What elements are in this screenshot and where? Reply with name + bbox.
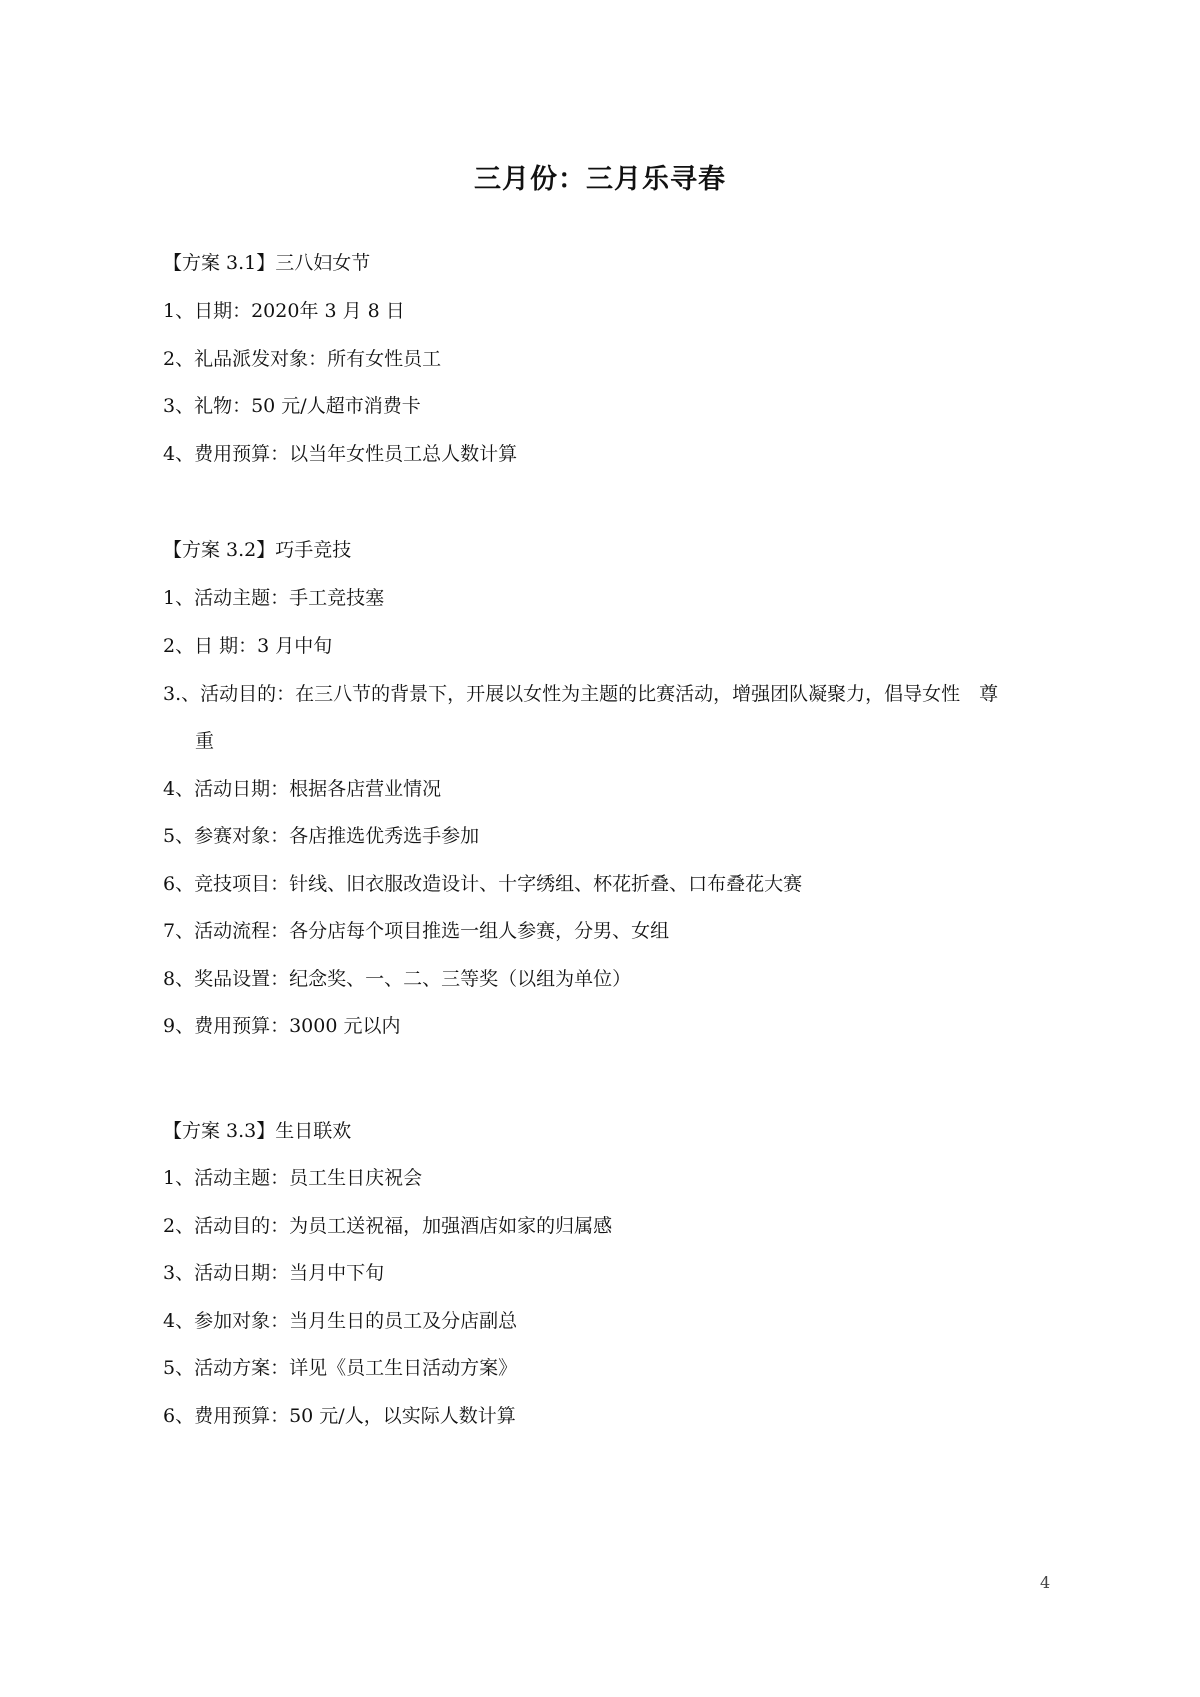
list-item: 4、参加对象：当月生日的员工及分店副总 (163, 1310, 518, 1332)
list-item: 4、费用预算：以当年女性员工总人数计算 (163, 443, 518, 465)
list-item: 9、费用预算：3000 元以内 (163, 1015, 401, 1037)
page-number: 4 (1040, 1573, 1051, 1592)
list-item: 7、活动流程：各分店每个项目推选一组人参赛，分男、女组 (163, 920, 670, 942)
list-item: 1、活动主题：手工竞技塞 (163, 587, 385, 609)
page-title: 三月份：三月乐寻春 (474, 164, 726, 195)
list-item: 2、日 期：3 月中旬 (163, 635, 333, 657)
list-item: 6、竞技项目：针线、旧衣服改造设计、十字绣组、杯花折叠、口布叠花大赛 (163, 873, 803, 895)
list-item: 2、活动目的：为员工送祝福，加强酒店如家的归属感 (163, 1215, 613, 1237)
list-item: 3.、活动目的：在三八节的背景下，开展以女性为主题的比赛活动，增强团队凝聚力，倡导女性 尊 (163, 683, 999, 705)
list-item: 8、奖品设置：纪念奖、一、二、三等奖（以组为单位） (163, 968, 632, 990)
list-item: 1、活动主题：员工生日庆祝会 (163, 1167, 423, 1189)
list-item: 5、活动方案：详见《员工生日活动方案》 (163, 1357, 518, 1379)
list-item: 4、活动日期：根据各店营业情况 (163, 778, 442, 800)
list-item: 6、费用预算：50 元/人，以实际人数计算 (163, 1405, 516, 1427)
section-heading-3-1: 【方案 3.1】三八妇女节 (163, 252, 371, 274)
list-item: 5、参赛对象：各店推选优秀选手参加 (163, 825, 480, 847)
section-heading-3-2: 【方案 3.2】巧手竞技 (163, 539, 352, 561)
list-item: 3、活动日期：当月中下旬 (163, 1262, 385, 1284)
list-item-continuation: 重 (195, 730, 215, 752)
section-heading-3-3: 【方案 3.3】生日联欢 (163, 1120, 352, 1142)
list-item: 1、日期：2020年 3 月 8 日 (163, 300, 405, 322)
list-item: 3、礼物：50 元/人超市消费卡 (163, 395, 421, 417)
list-item: 2、礼品派发对象：所有女性员工 (163, 348, 442, 370)
